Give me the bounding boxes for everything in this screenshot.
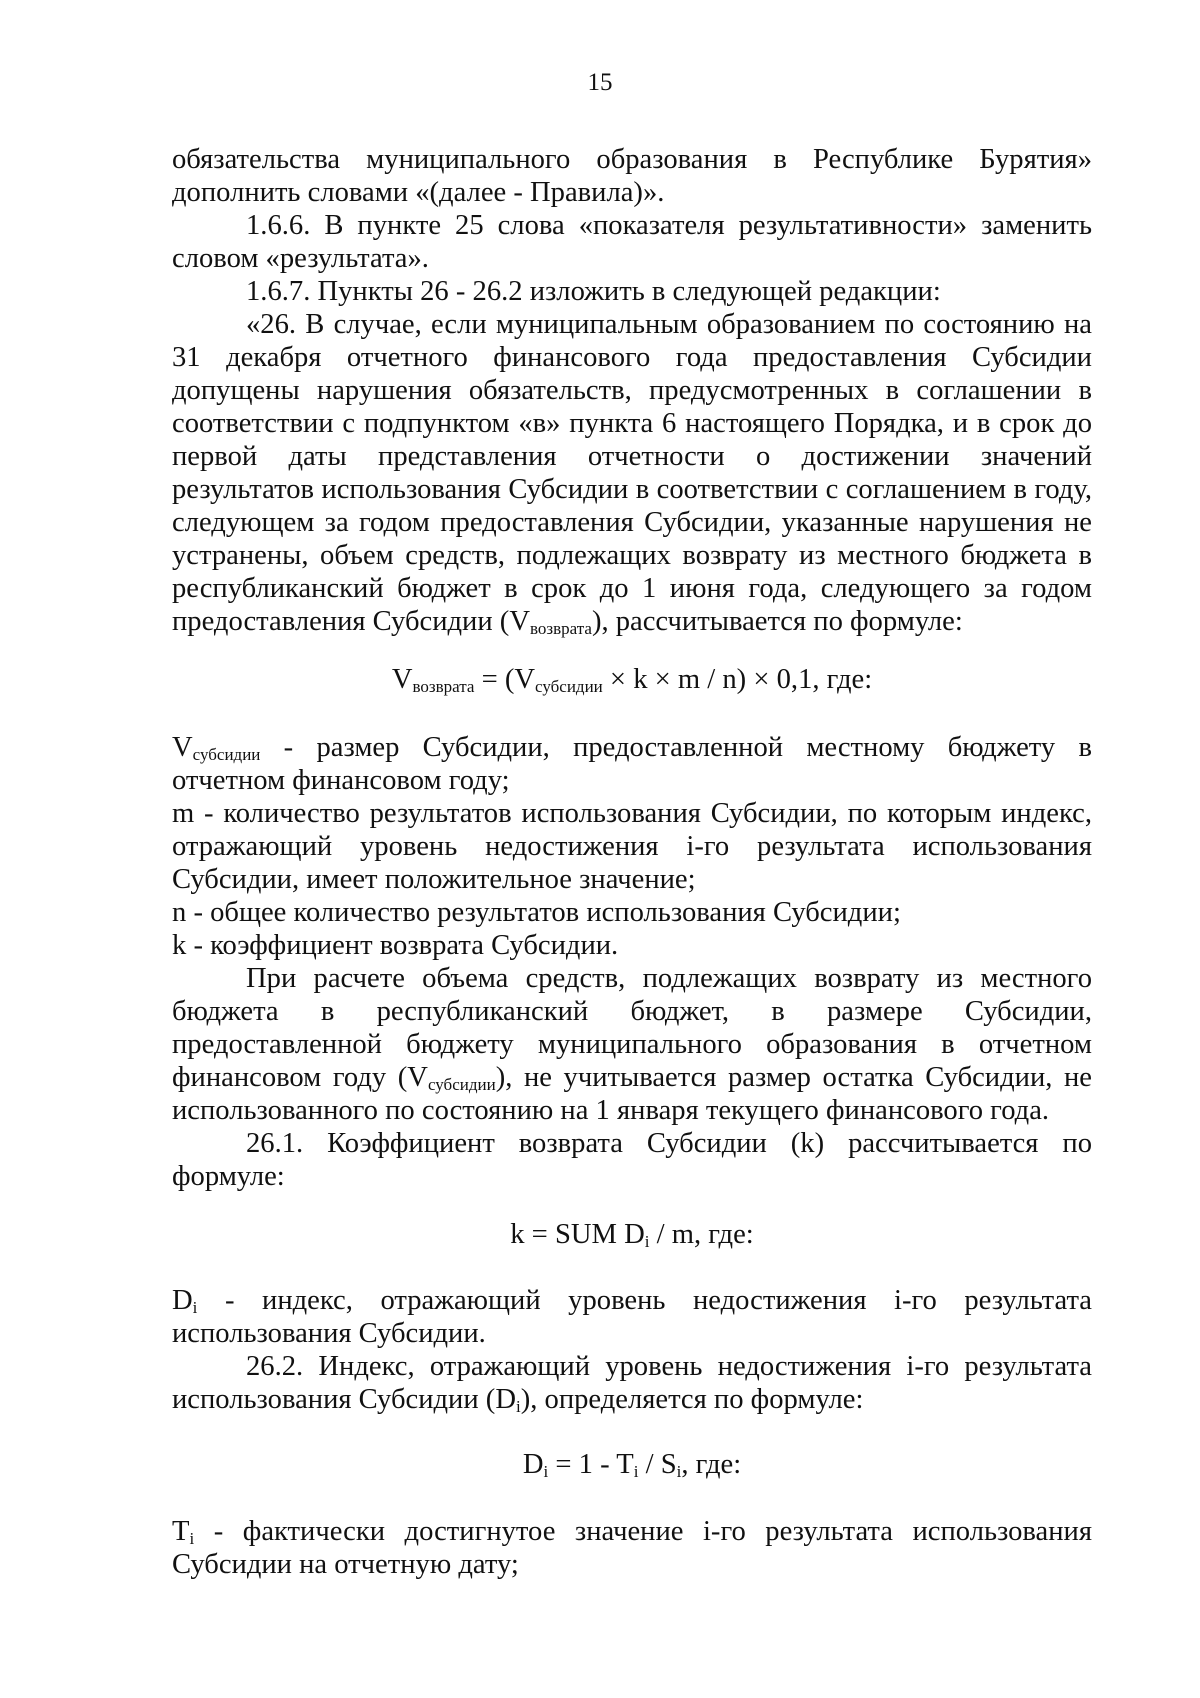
definition-n: n - общее количество результатов использования Субсидии; (172, 897, 901, 928)
formula-d (172, 1448, 1092, 1481)
paragraph-26-tail: ), рассчитывается по формуле: (591, 606, 963, 637)
subscript: возврата (412, 677, 475, 696)
subscript: субсидии (535, 677, 603, 696)
page-number: 15 (587, 69, 613, 96)
formula-text: / S (638, 1449, 677, 1480)
definition-m: m - количество результатов использования Субсидии, по которым индекс, отражающий уровень недостижения i-го результата использования Субсидии, имеет положительное значение; (172, 798, 1092, 895)
definition-text: - размер Субсидии, предоставленной местному бюджету в отчетном финансовом году; (172, 732, 1092, 796)
definition-text: - индекс, отражающий уровень недостижения i-го результата использования Субсидии. (172, 1285, 1092, 1349)
formula-v-return (172, 663, 1092, 696)
subscript: i (543, 1462, 549, 1481)
paragraph-text: ), определяется по формуле: (520, 1384, 864, 1415)
definition-symbol: V (172, 732, 193, 763)
paragraph-26-2 (172, 1350, 1092, 1416)
subscript: возврата (529, 619, 592, 638)
subscript: i (644, 1232, 650, 1251)
formula-text: × k × m / n) × 0,1, где: (602, 664, 873, 695)
definition-k: k - коэффициент возврата Субсидии. (172, 930, 619, 961)
definition-symbol: T (172, 1516, 190, 1547)
subscript: субсидии (427, 1075, 496, 1094)
subscript: i (633, 1462, 639, 1481)
formula-text: = 1 - T (548, 1449, 634, 1480)
definition-t (172, 1515, 1092, 1581)
definition-v-subsidy (172, 731, 1092, 797)
formula-text: V (391, 664, 413, 695)
paragraph-26-text: «26. В случае, если муниципальным образованием по состоянию на 31 декабря отчетного финансового года предоставления Субсидии допущены нарушения обязательств, предусмотренных в соглашении в соответствии с подпунктом «в» пункта 6 настоящего Порядка, и в срок до первой даты представления отчетности о достижении значений результатов использования Субсидии в соответствии с соглашением в году, следующем за годом предоставления Субсидии, указанные нарушения не устранены, объем средств, подлежащих возврату из местного бюджета в республиканский бюджет в срок до 1 июня года, следующего за годом предоставления Субсидии (V (172, 309, 1092, 637)
paragraph-26 (172, 308, 1092, 638)
formula-k (172, 1218, 1092, 1251)
definition-symbol: D (172, 1285, 193, 1316)
paragraph-text: ), не учитывается размер остатка Субсидии, не использованного по состоянию на 1 января текущего финансового года. (172, 1062, 1092, 1126)
paragraph-26-1: 26.1. Коэффициент возврата Субсидии (k) рассчитывается по формуле: (172, 1128, 1092, 1192)
subscript: i (676, 1462, 682, 1481)
subscript: субсидии (192, 745, 261, 764)
paragraph-1-6-6: 1.6.6. В пункте 25 слова «показателя результативности» заменить словом «результата». (172, 210, 1092, 274)
subscript: i (192, 1298, 198, 1317)
paragraph-text: 26.2. Индекс, отражающий уровень недостижения i-го результата использования Субсидии (D (172, 1351, 1092, 1415)
paragraph-continuation: обязательства муниципального образования в Республике Бурятия» дополнить словами «(далее - Правила)». (172, 144, 1092, 208)
subscript: i (189, 1529, 195, 1548)
formula-text: D (522, 1449, 544, 1480)
subscript: i (515, 1397, 521, 1416)
paragraph-text: При расчете объема средств, подлежащих возврату из местного бюджета в республиканский бюджет, в размере Субсидии, предоставленной бюджету муниципального образования в отчетном финансовом году (V (172, 963, 1092, 1093)
definition-text: - фактически достигнутое значение i-го результата использования Субсидии на отчетную дату; (172, 1516, 1092, 1580)
paragraph-calculation-note (172, 962, 1092, 1127)
formula-text: , где: (681, 1449, 742, 1480)
document-body (172, 143, 1092, 1581)
paragraph-1-6-7: 1.6.7. Пункты 26 - 26.2 изложить в следующей редакции: (246, 276, 941, 307)
formula-text: = (V (474, 664, 536, 695)
definition-d (172, 1284, 1092, 1350)
formula-text: / m, где: (649, 1219, 754, 1250)
formula-text: k = SUM D (510, 1219, 645, 1250)
